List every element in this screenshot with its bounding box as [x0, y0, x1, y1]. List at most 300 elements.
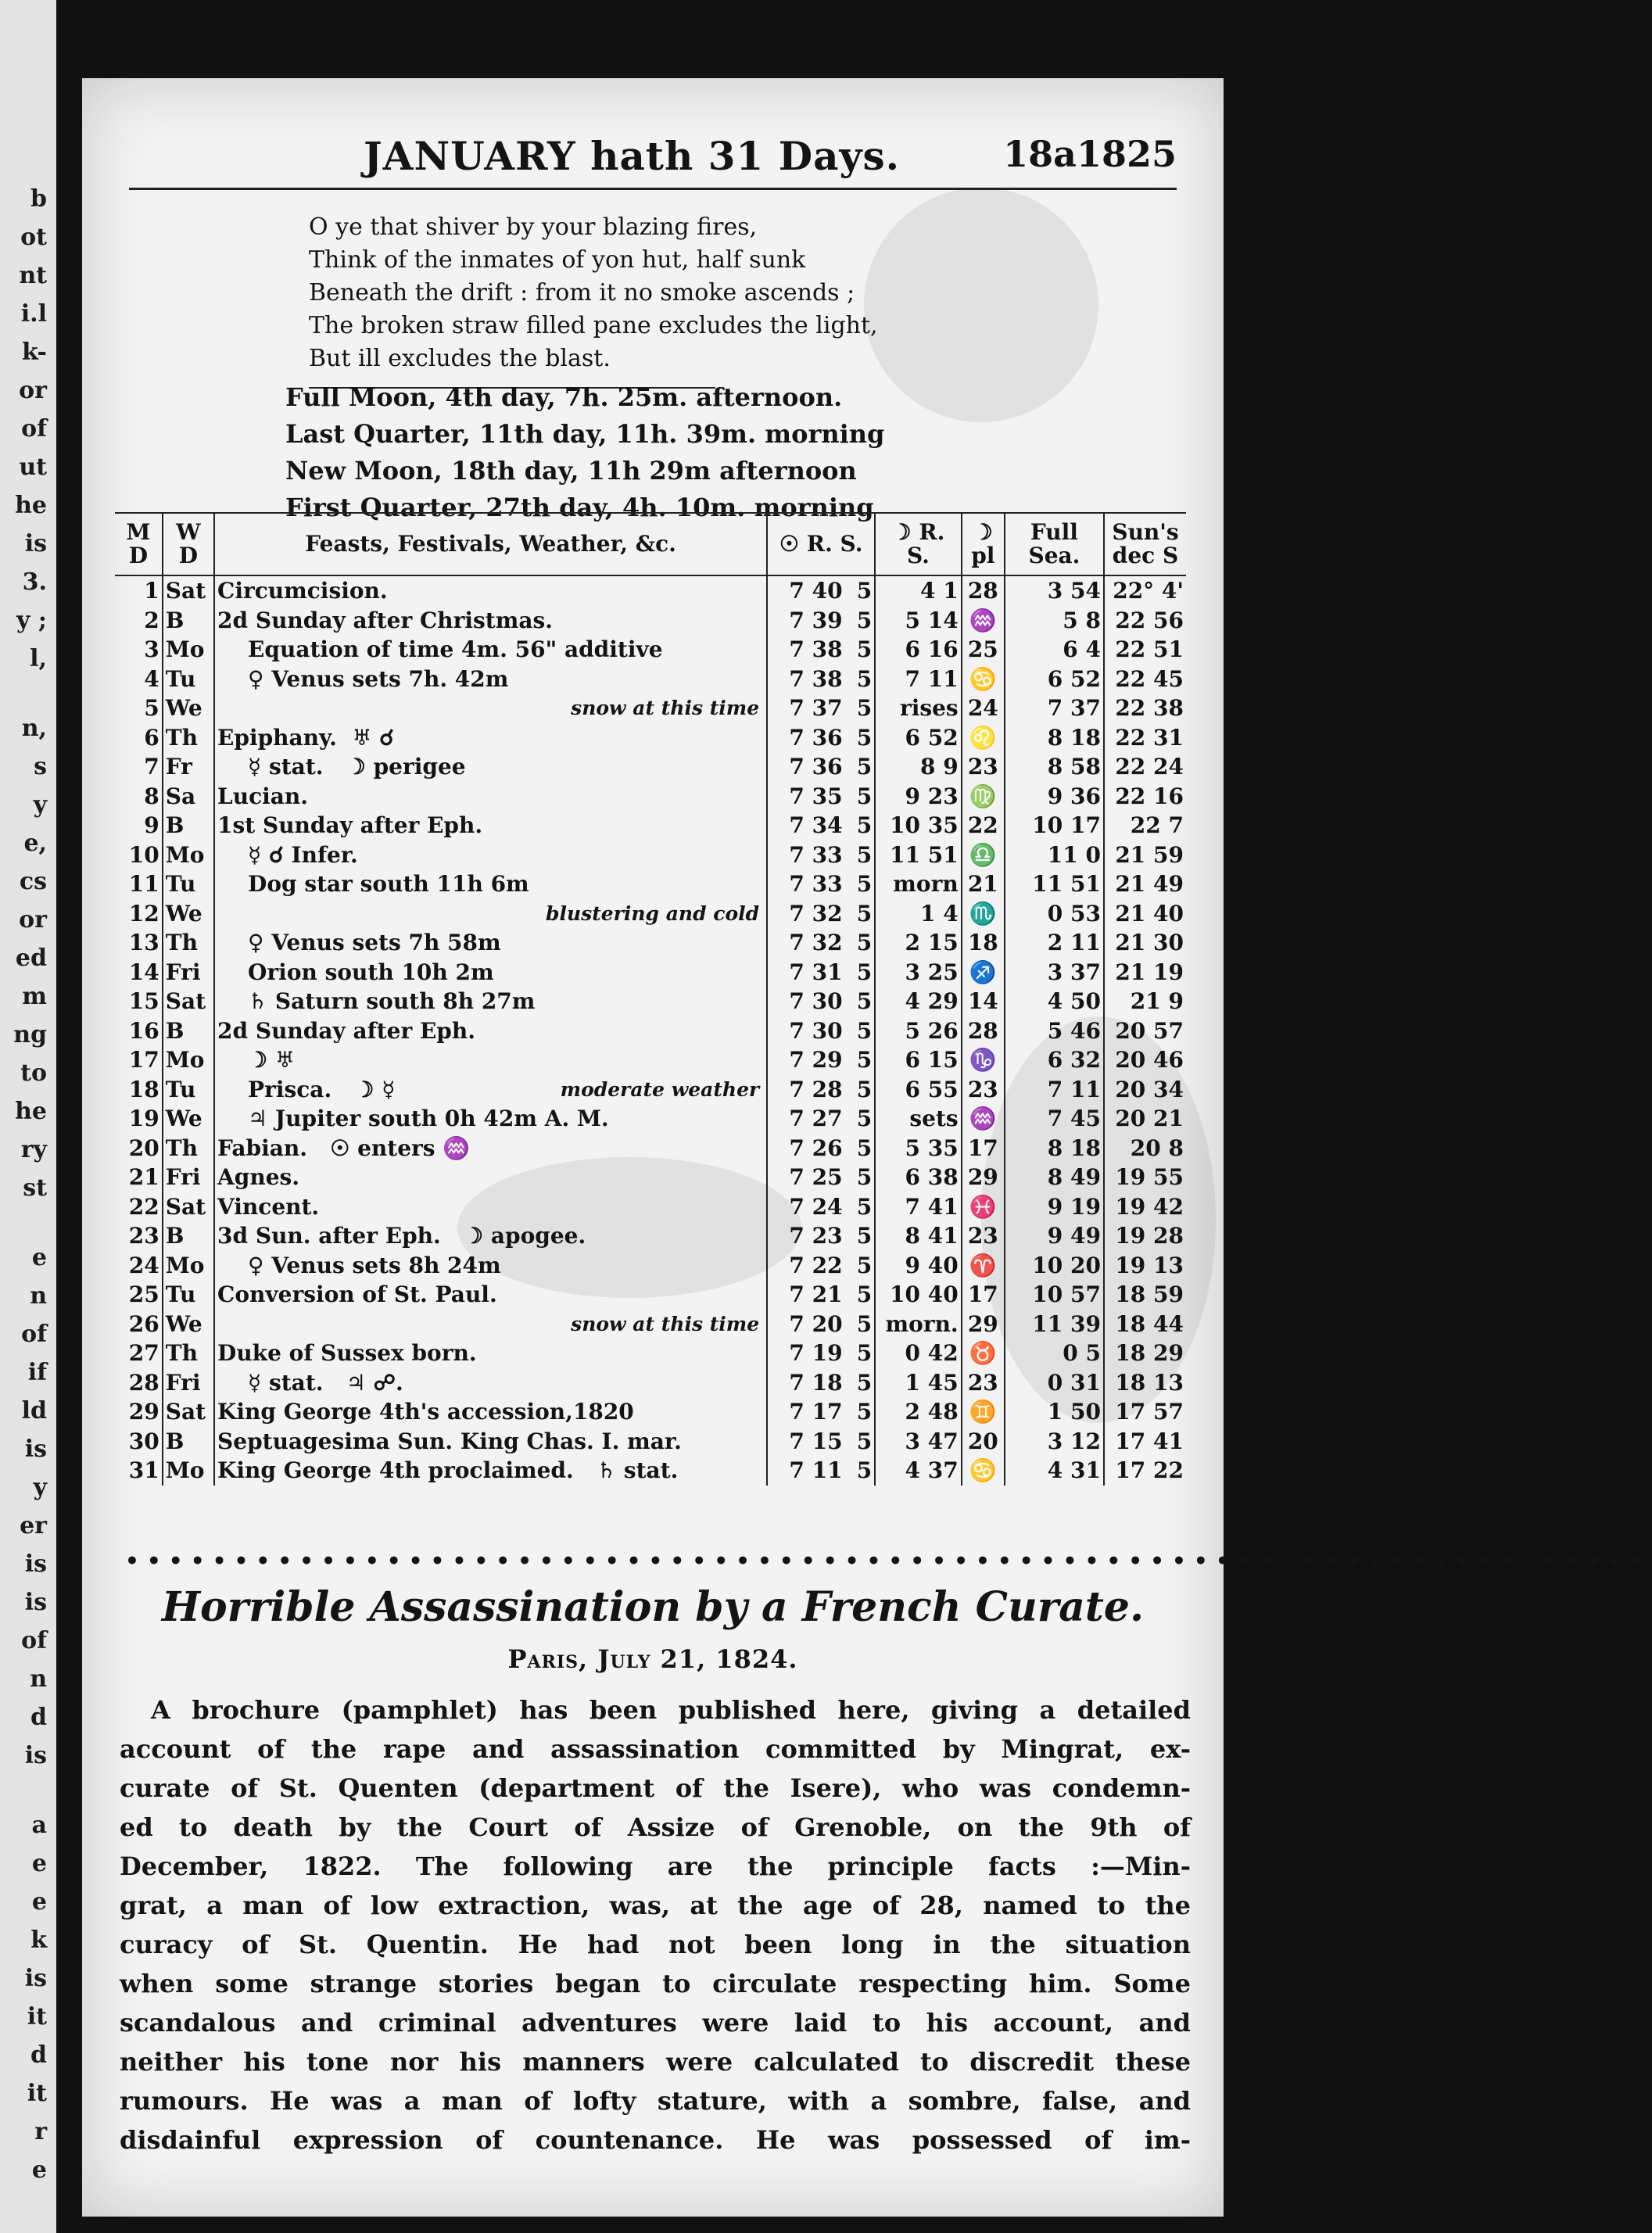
- cell-moon-rise-set: 4 1: [875, 575, 961, 606]
- header-full-sea: Full Sea.: [1005, 513, 1104, 575]
- cell-sun-rise: 7 31: [767, 958, 844, 987]
- table-row: [115, 811, 1186, 841]
- table-row: [115, 899, 1186, 929]
- cell-full-sea: 7 45: [1005, 1104, 1104, 1134]
- table-row: [115, 1397, 1186, 1427]
- margin-fragment: of: [21, 1627, 47, 1654]
- cell-feast: [214, 1427, 767, 1457]
- table-row: [115, 1368, 1186, 1398]
- cell-sun-set: 5: [856, 1134, 873, 1161]
- cell-week-day: Sat: [163, 1397, 214, 1427]
- cell-sun-rise: 7 38: [767, 635, 844, 665]
- margin-fragment: or: [19, 906, 47, 934]
- cell-sun-declination: 19 28: [1104, 1221, 1186, 1251]
- cell-full-sea: 1 50: [1005, 1397, 1104, 1427]
- cell-sun-declination: 18 59: [1104, 1280, 1186, 1310]
- margin-fragment: is: [24, 530, 47, 557]
- cell-sun-rise: 7 11: [767, 1456, 844, 1486]
- cell-feast: [214, 928, 767, 958]
- cell-sun-set: 5: [856, 1457, 873, 1484]
- cell-sun-set: 5: [856, 1281, 873, 1308]
- cell-full-sea: 6 4: [1005, 635, 1104, 665]
- cell-month-day: 8: [144, 783, 159, 809]
- cell-sun-set: 5: [856, 1340, 873, 1367]
- table-row: [115, 782, 1186, 812]
- cell-moon-rise-set: 8 41: [875, 1221, 961, 1251]
- cell-sun-declination: 18 29: [1104, 1339, 1186, 1368]
- table-row: [115, 928, 1186, 958]
- cell-sun-declination: 18 44: [1104, 1310, 1186, 1339]
- cell-feast: [214, 1075, 767, 1105]
- cell-sun-rise: 7 17: [767, 1397, 844, 1427]
- almanac-page: [82, 78, 1652, 2217]
- cell-sun-rise: 7 25: [767, 1163, 844, 1192]
- margin-fragment: e: [31, 2156, 47, 2184]
- cell-sun-declination: 22 7: [1104, 811, 1186, 841]
- cell-sun-set: 5: [856, 1399, 873, 1425]
- feast-text: ☿ stat. ♃ ☍.: [217, 1369, 403, 1396]
- margin-fragment: to: [20, 1059, 47, 1087]
- cell-full-sea: 8 58: [1005, 752, 1104, 782]
- cell-sun-declination: 22 38: [1104, 694, 1186, 723]
- margin-fragment: m: [22, 983, 47, 1010]
- table-row: [115, 752, 1186, 782]
- cell-moon-rise-set: sets: [875, 1104, 961, 1134]
- page-title: JANUARY hath 31 Days.: [364, 133, 901, 179]
- cell-moon-rise-set: 4 29: [875, 987, 961, 1016]
- feast-text: 1st Sunday after Eph.: [217, 812, 483, 839]
- cell-week-day: Sat: [163, 987, 214, 1016]
- article-line: ed to death by the Court of Assize of Grenoble, on the 9th of: [120, 1812, 1191, 1842]
- moon-phase-line: New Moon, 18th day, 11h 29m afternoon: [285, 456, 857, 486]
- feast-text: Vincent.: [217, 1193, 320, 1220]
- margin-fragment: ld: [21, 1397, 47, 1425]
- cell-sun-rise: 7 36: [767, 723, 844, 753]
- article-body: [120, 1690, 1191, 2160]
- cell-month-day: 19: [128, 1106, 159, 1132]
- cell-moon-place: 29: [962, 1310, 1005, 1339]
- cell-month-day: 18: [128, 1076, 159, 1102]
- feast-text: Prisca. ☽ ☿: [217, 1076, 396, 1102]
- cell-sun-declination: 22 56: [1104, 606, 1186, 636]
- cell-sun-declination: 22° 4': [1104, 575, 1186, 606]
- cell-sun-rise: 7 37: [767, 694, 844, 723]
- cell-moon-rise-set: rises: [875, 694, 961, 723]
- cell-full-sea: 3 12: [1005, 1427, 1104, 1457]
- cell-full-sea: 9 49: [1005, 1221, 1104, 1251]
- cell-moon-rise-set: 1 45: [875, 1368, 961, 1398]
- cell-week-day: Mo: [163, 1456, 214, 1486]
- cell-month-day: 3: [144, 636, 159, 663]
- cell-moon-place: 25: [962, 635, 1005, 665]
- margin-fragment: e: [31, 1888, 47, 1916]
- cell-moon-place: ♒: [962, 1104, 1005, 1134]
- cell-sun-declination: 22 51: [1104, 635, 1186, 665]
- weather-note: blustering and cold: [545, 901, 760, 925]
- cell-sun-declination: 18 13: [1104, 1368, 1186, 1398]
- table-row: [115, 1280, 1186, 1310]
- cell-moon-place: 23: [962, 1221, 1005, 1251]
- cell-moon-rise-set: 1 4: [875, 899, 961, 929]
- table-row: [115, 1251, 1186, 1281]
- table-row: [115, 1134, 1186, 1163]
- cell-sun-set: 5: [856, 959, 873, 985]
- cell-month-day: 29: [128, 1399, 159, 1425]
- poem-line: Think of the inmates of yon hut, half sunk: [309, 246, 806, 274]
- feast-text: King George 4th's accession,1820: [217, 1399, 634, 1425]
- cell-week-day: Tu: [163, 665, 214, 694]
- cell-moon-place: ♋: [962, 1456, 1005, 1486]
- cell-sun-declination: 22 16: [1104, 782, 1186, 812]
- cell-full-sea: 11 0: [1005, 841, 1104, 870]
- table-row: [115, 694, 1186, 723]
- cell-moon-place: 23: [962, 752, 1005, 782]
- cell-week-day: Sat: [163, 575, 214, 606]
- cell-full-sea: 6 52: [1005, 665, 1104, 694]
- cell-sun-declination: 21 40: [1104, 899, 1186, 929]
- feast-text: ♀ Venus sets 7h 58m: [217, 930, 501, 956]
- table-row: [115, 575, 1186, 606]
- cell-feast: [214, 575, 767, 606]
- cell-moon-place: ♍: [962, 782, 1005, 812]
- poem-line: Beneath the drift : from it no smoke ascends ;: [309, 279, 855, 306]
- cell-feast: [214, 1456, 767, 1486]
- cell-week-day: Sa: [163, 782, 214, 812]
- cell-moon-rise-set: 6 16: [875, 635, 961, 665]
- moon-phase-line: First Quarter, 27th day, 4h. 10m. morning: [285, 493, 874, 522]
- cell-full-sea: 10 20: [1005, 1251, 1104, 1281]
- feast-text: ☿ ☌ Infer.: [217, 841, 358, 868]
- feast-text: Septuagesima Sun. King Chas. I. mar.: [217, 1428, 682, 1454]
- margin-fragment: er: [20, 1512, 47, 1539]
- cell-feast: [214, 606, 767, 636]
- cell-sun-rise: 7 32: [767, 928, 844, 958]
- cell-moon-place: ♎: [962, 841, 1005, 870]
- margin-fragment: k-: [21, 339, 47, 366]
- cell-week-day: Sat: [163, 1192, 214, 1222]
- cell-week-day: B: [163, 1221, 214, 1251]
- cell-moon-rise-set: 10 40: [875, 1280, 961, 1310]
- cell-sun-set: 5: [856, 1223, 873, 1249]
- cell-week-day: B: [163, 606, 214, 636]
- cell-week-day: Fr: [163, 752, 214, 782]
- cell-feast: [214, 1016, 767, 1046]
- feast-text: ☿ stat. ☽ perigee: [217, 754, 466, 780]
- cell-feast: [214, 841, 767, 870]
- feast-text: ☽ ♅: [217, 1047, 295, 1073]
- article-line: rumours. He was a man of lofty stature, with a sombre, false, and: [120, 2086, 1191, 2116]
- cell-feast: [214, 752, 767, 782]
- cell-feast: [214, 665, 767, 694]
- cell-moon-rise-set: 7 11: [875, 665, 961, 694]
- cell-month-day: 16: [128, 1017, 159, 1044]
- cell-sun-set: 5: [856, 1076, 873, 1102]
- cell-sun-set: 5: [856, 1017, 873, 1044]
- cell-month-day: 27: [128, 1340, 159, 1367]
- poem-line: O ye that shiver by your blazing fires,: [309, 213, 758, 241]
- cell-feast: [214, 782, 767, 812]
- cell-full-sea: 10 17: [1005, 811, 1104, 841]
- margin-fragment: 3.: [22, 568, 47, 596]
- cell-month-day: 26: [128, 1310, 159, 1337]
- cell-feast: [214, 1045, 767, 1075]
- cell-sun-rise: 7 26: [767, 1134, 844, 1163]
- cell-week-day: B: [163, 1427, 214, 1457]
- cell-moon-rise-set: 2 48: [875, 1397, 961, 1427]
- cell-sun-rise: 7 33: [767, 869, 844, 899]
- cell-sun-declination: 22 45: [1104, 665, 1186, 694]
- cell-moon-rise-set: 3 25: [875, 958, 961, 987]
- cell-sun-declination: 21 19: [1104, 958, 1186, 987]
- cell-sun-rise: 7 15: [767, 1427, 844, 1457]
- cell-sun-set: 5: [856, 607, 873, 633]
- cell-week-day: Mo: [163, 841, 214, 870]
- page-header: [82, 133, 1224, 195]
- cell-sun-rise: 7 19: [767, 1339, 844, 1368]
- table-row: [115, 723, 1186, 753]
- cell-sun-rise: 7 32: [767, 899, 844, 929]
- cell-moon-rise-set: 5 14: [875, 606, 961, 636]
- cell-sun-declination: 19 55: [1104, 1163, 1186, 1192]
- cell-sun-declination: 20 46: [1104, 1045, 1186, 1075]
- cell-full-sea: 5 46: [1005, 1016, 1104, 1046]
- cell-sun-rise: 7 20: [767, 1310, 844, 1339]
- cell-sun-rise: 7 29: [767, 1045, 844, 1075]
- cell-moon-place: 23: [962, 1368, 1005, 1398]
- cell-moon-place: 17: [962, 1280, 1005, 1310]
- feast-text: Orion south 10h 2m: [217, 959, 494, 985]
- cell-month-day: 2: [144, 607, 159, 633]
- cell-month-day: 1: [144, 578, 159, 604]
- poem-line: The broken straw filled pane excludes the light,: [309, 312, 878, 339]
- margin-fragment: or: [19, 377, 47, 404]
- cell-moon-place: 24: [962, 694, 1005, 723]
- cell-moon-rise-set: 11 51: [875, 841, 961, 870]
- cell-month-day: 31: [128, 1457, 159, 1484]
- cell-sun-rise: 7 27: [767, 1104, 844, 1134]
- cell-sun-declination: 21 9: [1104, 987, 1186, 1016]
- table-row: [115, 1163, 1186, 1192]
- cell-full-sea: 8 49: [1005, 1163, 1104, 1192]
- cell-feast: [214, 1163, 767, 1192]
- moon-phase-line: Last Quarter, 11th day, 11h. 39m. morning: [285, 419, 885, 449]
- cell-moon-place: ♉: [962, 1339, 1005, 1368]
- cell-full-sea: 2 11: [1005, 928, 1104, 958]
- feast-text: Conversion of St. Paul.: [217, 1281, 497, 1308]
- cell-sun-rise: 7 40: [767, 575, 844, 606]
- table-row: [115, 606, 1186, 636]
- cell-moon-rise-set: 7 41: [875, 1192, 961, 1222]
- feast-text: Equation of time 4m. 56" additive: [217, 636, 663, 663]
- margin-fragment: he: [15, 1098, 47, 1125]
- cell-sun-set: 5: [856, 1428, 873, 1454]
- cell-moon-rise-set: 0 42: [875, 1339, 961, 1368]
- cell-moon-rise-set: 6 52: [875, 723, 961, 753]
- feast-text: 2d Sunday after Eph.: [217, 1017, 475, 1044]
- margin-fragment: ot: [20, 224, 47, 251]
- cell-moon-rise-set: 2 15: [875, 928, 961, 958]
- cell-sun-declination: 20 57: [1104, 1016, 1186, 1046]
- header-rule: [129, 188, 1177, 190]
- margin-fragment: ed: [15, 944, 47, 972]
- margin-fragment: b: [30, 185, 47, 213]
- article-line: scandalous and criminal adventures were laid to his account, and: [120, 2008, 1191, 2038]
- table-row: [115, 1075, 1186, 1105]
- margin-fragment: it: [27, 2003, 47, 2030]
- cell-full-sea: 8 18: [1005, 1134, 1104, 1163]
- feast-text: ♀ Venus sets 7h. 42m: [217, 665, 509, 692]
- cell-week-day: We: [163, 694, 214, 723]
- table-row: [115, 635, 1186, 665]
- cell-full-sea: 9 36: [1005, 782, 1104, 812]
- article-line: curate of St. Quenten (department of the Isere), who was condemn-: [120, 1773, 1191, 1803]
- cell-week-day: Mo: [163, 635, 214, 665]
- cell-moon-place: ♋: [962, 665, 1005, 694]
- cell-sun-rise: 7 30: [767, 1016, 844, 1046]
- cell-full-sea: 9 19: [1005, 1192, 1104, 1222]
- cell-month-day: 7: [144, 754, 159, 780]
- article-line: A brochure (pamphlet) has been published here, giving a detailed: [151, 1695, 1191, 1725]
- cell-moon-rise-set: 4 37: [875, 1456, 961, 1486]
- header-sun: ☉ R. S.: [767, 513, 875, 575]
- article-line: grat, a man of low extraction, was, at the age of 28, named to the: [120, 1891, 1191, 1920]
- cell-moon-place: 20: [962, 1427, 1005, 1457]
- margin-fragment: if: [27, 1359, 47, 1386]
- article-line: curacy of St. Quentin. He had not been long in the situation: [120, 1930, 1191, 1959]
- header-week-day: W D: [163, 513, 214, 575]
- article-line: when some strange stories began to circulate respecting him. Some: [120, 1969, 1191, 1998]
- cell-moon-rise-set: 9 40: [875, 1251, 961, 1281]
- cell-sun-set: 5: [856, 724, 873, 751]
- cell-week-day: We: [163, 1310, 214, 1339]
- margin-fragment: is: [24, 1436, 47, 1463]
- cell-moon-rise-set: 6 15: [875, 1045, 961, 1075]
- margin-fragment: is: [24, 1550, 47, 1578]
- cell-full-sea: 7 11: [1005, 1075, 1104, 1105]
- cell-full-sea: 4 31: [1005, 1456, 1104, 1486]
- cell-full-sea: 4 50: [1005, 987, 1104, 1016]
- cell-sun-declination: 22 31: [1104, 723, 1186, 753]
- cell-feast: [214, 1397, 767, 1427]
- weather-note: moderate weather: [560, 1077, 760, 1101]
- cell-month-day: 20: [128, 1134, 159, 1161]
- cell-full-sea: 8 18: [1005, 723, 1104, 753]
- article-dateline: Paris, July 21, 1824.: [507, 1644, 798, 1674]
- cell-sun-set: 5: [856, 1369, 873, 1396]
- cell-month-day: 14: [128, 959, 159, 985]
- cell-full-sea: 0 53: [1005, 899, 1104, 929]
- table-row: [115, 1310, 1186, 1339]
- moon-phase-line: Full Moon, 4th day, 7h. 25m. afternoon.: [285, 382, 843, 412]
- cell-moon-rise-set: 3 47: [875, 1427, 961, 1457]
- cell-sun-declination: 17 41: [1104, 1427, 1186, 1457]
- feast-text: Agnes.: [217, 1164, 300, 1191]
- cell-moon-place: ♊: [962, 1397, 1005, 1427]
- feast-text: ♄ Saturn south 8h 27m: [217, 988, 536, 1015]
- cell-sun-rise: 7 30: [767, 987, 844, 1016]
- cell-sun-set: 5: [856, 812, 873, 839]
- cell-sun-declination: 21 59: [1104, 841, 1186, 870]
- cell-feast: [214, 1134, 767, 1163]
- margin-fragment: y ;: [16, 607, 47, 634]
- cell-month-day: 23: [128, 1223, 159, 1249]
- cell-sun-declination: 19 13: [1104, 1251, 1186, 1281]
- margin-fragment: n: [30, 1665, 47, 1693]
- feast-text: Lucian.: [217, 783, 309, 809]
- table-row: [115, 841, 1186, 870]
- adjacent-page-fragments: [0, 180, 47, 2189]
- cell-feast: [214, 1310, 767, 1339]
- margin-fragment: cs: [19, 868, 47, 895]
- cell-moon-place: 29: [962, 1163, 1005, 1192]
- margin-fragment: st: [23, 1174, 47, 1202]
- feast-text: ♀ Venus sets 8h 24m: [217, 1252, 501, 1278]
- cell-moon-place: ♌: [962, 723, 1005, 753]
- table-header-row: [115, 513, 1186, 575]
- article-line: neither his tone nor his manners were calculated to discredit these: [120, 2047, 1191, 2077]
- header-suns-dec: Sun's dec S: [1104, 513, 1186, 575]
- cell-moon-place: 28: [962, 1016, 1005, 1046]
- cell-sun-rise: 7 24: [767, 1192, 844, 1222]
- cell-sun-declination: 20 34: [1104, 1075, 1186, 1105]
- cell-week-day: Th: [163, 928, 214, 958]
- separator-dots: ••••••••••••••••••••••••••••••••••••••••••••••••••••••••••••••••••••••: [125, 1548, 1652, 1574]
- margin-fragment: ut: [19, 453, 47, 481]
- cell-week-day: We: [163, 1104, 214, 1134]
- margin-fragment: of: [21, 415, 47, 443]
- article-line: December, 1822. The following are the principle facts :—Min-: [120, 1851, 1191, 1881]
- cell-sun-set: 5: [856, 900, 873, 927]
- margin-fragment: is: [24, 1965, 47, 1992]
- cell-sun-set: 5: [856, 871, 873, 898]
- cell-moon-rise-set: 6 55: [875, 1075, 961, 1105]
- cell-sun-declination: 19 42: [1104, 1192, 1186, 1222]
- margin-fragment: e: [31, 1244, 47, 1271]
- cell-full-sea: 3 37: [1005, 958, 1104, 987]
- cell-feast: [214, 694, 767, 723]
- cell-week-day: Tu: [163, 869, 214, 899]
- cell-full-sea: 6 32: [1005, 1045, 1104, 1075]
- margin-fragment: is: [24, 1742, 47, 1769]
- cell-feast: [214, 869, 767, 899]
- cell-full-sea: 0 5: [1005, 1339, 1104, 1368]
- article-line: account of the rape and assassination committed by Mingrat, ex-: [120, 1734, 1191, 1764]
- weather-note: snow at this time: [571, 1312, 760, 1335]
- cell-moon-rise-set: 5 26: [875, 1016, 961, 1046]
- cell-month-day: 22: [128, 1193, 159, 1220]
- margin-fragment: ng: [13, 1021, 47, 1048]
- feast-text: 2d Sunday after Christmas.: [217, 607, 553, 633]
- cell-moon-place: 23: [962, 1075, 1005, 1105]
- cell-moon-rise-set: 6 38: [875, 1163, 961, 1192]
- cell-full-sea: 10 57: [1005, 1280, 1104, 1310]
- table-row: [115, 665, 1186, 694]
- cell-sun-rise: 7 21: [767, 1280, 844, 1310]
- cell-sun-set: 5: [856, 988, 873, 1015]
- article-line: disdainful expression of countenance. He was possessed of im-: [120, 2125, 1191, 2155]
- cell-moon-place: 14: [962, 987, 1005, 1016]
- cell-week-day: Tu: [163, 1280, 214, 1310]
- cell-month-day: 11: [128, 871, 159, 898]
- feast-text: Dog star south 11h 6m: [217, 871, 529, 898]
- cell-week-day: Mo: [163, 1045, 214, 1075]
- cell-week-day: B: [163, 811, 214, 841]
- weather-note: snow at this time: [571, 697, 760, 720]
- table-row: [115, 1045, 1186, 1075]
- cell-sun-declination: 20 21: [1104, 1104, 1186, 1134]
- margin-fragment: i.l: [20, 300, 47, 328]
- cell-moon-place: 28: [962, 575, 1005, 606]
